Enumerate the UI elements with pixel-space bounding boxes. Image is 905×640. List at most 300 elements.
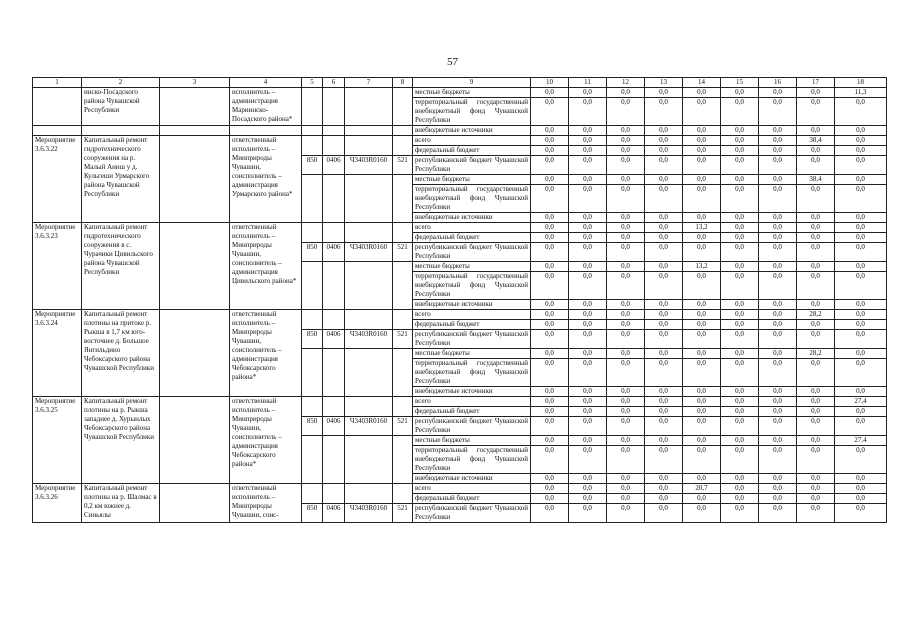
value-cell: 0,0 bbox=[683, 88, 721, 98]
column-number-11: 11 bbox=[569, 78, 607, 88]
vr-cell bbox=[393, 349, 413, 397]
goal-cell bbox=[160, 136, 230, 223]
empty-cell bbox=[230, 126, 302, 136]
value-cell: 0,0 bbox=[531, 310, 569, 320]
value-cell: 0,0 bbox=[645, 320, 683, 330]
funding-source-cell: местные бюджеты bbox=[413, 349, 531, 359]
funding-source-cell: федеральный бюджет bbox=[413, 233, 531, 243]
funding-source-cell: всего bbox=[413, 397, 531, 407]
value-cell: 0,0 bbox=[835, 262, 887, 272]
vr-cell bbox=[393, 223, 413, 243]
value-cell: 0,0 bbox=[683, 185, 721, 213]
column-number-13: 13 bbox=[645, 78, 683, 88]
value-cell: 0,0 bbox=[759, 98, 797, 126]
value-cell: 0,0 bbox=[797, 213, 835, 223]
executor-cell: ответственный исполнитель – Минприроды Чувашии, соисполнитель – администрация Чебоксарского района* bbox=[230, 310, 302, 397]
csr-cell: Ч3403R0160 bbox=[345, 504, 393, 523]
csr-cell bbox=[345, 397, 393, 417]
funding-source-cell: местные бюджеты bbox=[413, 175, 531, 185]
value-cell: 0,0 bbox=[607, 330, 645, 349]
value-cell: 0,0 bbox=[569, 397, 607, 407]
value-cell: 0,0 bbox=[607, 262, 645, 272]
value-cell: 0,0 bbox=[569, 126, 607, 136]
value-cell: 0,0 bbox=[607, 349, 645, 359]
budget-table bbox=[32, 77, 887, 523]
vr-cell: 521 bbox=[393, 330, 413, 349]
value-cell: 0,0 bbox=[835, 359, 887, 387]
value-cell: 0,0 bbox=[721, 320, 759, 330]
value-cell: 0,0 bbox=[721, 243, 759, 262]
goal-cell bbox=[160, 88, 230, 126]
value-cell: 0,0 bbox=[531, 484, 569, 494]
value-cell: 0,0 bbox=[835, 407, 887, 417]
value-cell: 0,0 bbox=[607, 397, 645, 407]
value-cell: 0,0 bbox=[759, 175, 797, 185]
value-cell: 0,0 bbox=[607, 484, 645, 494]
value-cell: 0,0 bbox=[607, 310, 645, 320]
empty-cell bbox=[160, 126, 230, 136]
empty-cell bbox=[82, 126, 160, 136]
value-cell: 0,0 bbox=[721, 359, 759, 387]
value-cell: 0,0 bbox=[607, 474, 645, 484]
vr-cell: 521 bbox=[393, 156, 413, 175]
value-cell: 0,0 bbox=[683, 436, 721, 446]
value-cell: 0,0 bbox=[531, 88, 569, 98]
rzpr-cell bbox=[323, 88, 345, 126]
value-cell: 0,0 bbox=[531, 504, 569, 523]
vr-cell bbox=[393, 175, 413, 223]
event-name-cell: Капитальный ремонт плотины на р. Шалмас в 0,2 км южнее д. Синьялы bbox=[82, 484, 160, 523]
table-row bbox=[33, 310, 887, 320]
value-cell: 0,0 bbox=[721, 88, 759, 98]
value-cell: 0,0 bbox=[797, 233, 835, 243]
value-cell: 0,0 bbox=[759, 417, 797, 436]
csr-cell bbox=[345, 349, 393, 397]
rzpr-cell bbox=[323, 349, 345, 397]
value-cell: 0,0 bbox=[569, 484, 607, 494]
value-cell: 0,0 bbox=[645, 300, 683, 310]
value-cell: 0,0 bbox=[569, 436, 607, 446]
value-cell: 0,0 bbox=[531, 146, 569, 156]
value-cell: 0,0 bbox=[645, 446, 683, 474]
value-cell: 0,0 bbox=[759, 359, 797, 387]
empty-cell bbox=[33, 126, 82, 136]
goal-cell bbox=[160, 397, 230, 484]
value-cell: 0,0 bbox=[759, 262, 797, 272]
value-cell: 0,0 bbox=[683, 446, 721, 474]
value-cell: 0,0 bbox=[645, 349, 683, 359]
column-number-9: 9 bbox=[413, 78, 531, 88]
value-cell: 27,4 bbox=[835, 436, 887, 446]
value-cell: 0,0 bbox=[835, 243, 887, 262]
event-id-cell: Мероприятие 3.6.3.22 bbox=[33, 136, 82, 223]
column-number-6: 6 bbox=[323, 78, 345, 88]
column-number-10: 10 bbox=[531, 78, 569, 88]
value-cell: 0,0 bbox=[607, 156, 645, 175]
value-cell: 0,0 bbox=[721, 446, 759, 474]
value-cell: 0,0 bbox=[721, 98, 759, 126]
value-cell: 0,0 bbox=[797, 436, 835, 446]
value-cell: 0,0 bbox=[683, 146, 721, 156]
page-number: 57 bbox=[447, 56, 458, 68]
value-cell: 0,0 bbox=[645, 474, 683, 484]
empty-cell bbox=[345, 126, 393, 136]
rzpr-cell bbox=[323, 136, 345, 156]
value-cell: 0,0 bbox=[835, 320, 887, 330]
value-cell: 0,0 bbox=[835, 233, 887, 243]
value-cell: 0,0 bbox=[759, 310, 797, 320]
value-cell: 0,0 bbox=[721, 126, 759, 136]
value-cell: 0,0 bbox=[683, 156, 721, 175]
funding-source-cell: территориальный государственный внебюджетный фонд Чувашской Республики bbox=[413, 185, 531, 213]
value-cell: 0,0 bbox=[759, 320, 797, 330]
value-cell: 0,0 bbox=[645, 272, 683, 300]
value-cell: 13,2 bbox=[683, 223, 721, 233]
value-cell: 0,0 bbox=[645, 233, 683, 243]
value-cell: 0,0 bbox=[835, 484, 887, 494]
value-cell: 28,2 bbox=[797, 349, 835, 359]
funding-source-cell: республиканский бюджет Чувашской Республики bbox=[413, 504, 531, 523]
value-cell: 0,0 bbox=[607, 213, 645, 223]
rzpr-cell: 0406 bbox=[323, 330, 345, 349]
value-cell: 0,0 bbox=[683, 136, 721, 146]
value-cell: 0,0 bbox=[531, 387, 569, 397]
value-cell: 0,0 bbox=[645, 436, 683, 446]
value-cell: 0,0 bbox=[759, 136, 797, 146]
value-cell: 0,0 bbox=[607, 272, 645, 300]
value-cell: 0,0 bbox=[835, 175, 887, 185]
value-cell: 0,0 bbox=[531, 349, 569, 359]
value-cell: 0,0 bbox=[569, 156, 607, 175]
rzpr-cell bbox=[323, 175, 345, 223]
value-cell: 0,0 bbox=[835, 156, 887, 175]
csr-cell: Ч3403R0160 bbox=[345, 417, 393, 436]
value-cell: 0,0 bbox=[683, 359, 721, 387]
value-cell: 0,0 bbox=[607, 126, 645, 136]
value-cell: 0,0 bbox=[797, 397, 835, 407]
grbs-cell bbox=[302, 349, 323, 397]
value-cell: 0,0 bbox=[835, 272, 887, 300]
value-cell: 0,0 bbox=[645, 494, 683, 504]
value-cell: 0,0 bbox=[835, 310, 887, 320]
vr-cell bbox=[393, 397, 413, 417]
value-cell: 0,0 bbox=[797, 446, 835, 474]
csr-cell: Ч3403R0160 bbox=[345, 243, 393, 262]
value-cell: 0,0 bbox=[721, 330, 759, 349]
value-cell: 0,0 bbox=[531, 185, 569, 213]
value-cell: 0,0 bbox=[721, 397, 759, 407]
vr-cell bbox=[393, 436, 413, 484]
column-number-1: 1 bbox=[33, 78, 82, 88]
value-cell: 0,0 bbox=[721, 272, 759, 300]
value-cell: 0,0 bbox=[759, 446, 797, 474]
grbs-cell bbox=[302, 397, 323, 417]
value-cell: 0,0 bbox=[645, 126, 683, 136]
value-cell: 0,0 bbox=[645, 243, 683, 262]
goal-cell bbox=[160, 310, 230, 397]
value-cell: 0,0 bbox=[569, 494, 607, 504]
grbs-cell: 850 bbox=[302, 156, 323, 175]
column-number-5: 5 bbox=[302, 78, 323, 88]
grbs-cell bbox=[302, 484, 323, 504]
value-cell: 0,0 bbox=[531, 474, 569, 484]
rzpr-cell bbox=[323, 223, 345, 243]
value-cell: 0,0 bbox=[645, 136, 683, 146]
value-cell: 0,0 bbox=[607, 446, 645, 474]
value-cell: 0,0 bbox=[607, 387, 645, 397]
value-cell: 0,0 bbox=[797, 88, 835, 98]
value-cell: 0,0 bbox=[569, 262, 607, 272]
vr-cell: 521 bbox=[393, 504, 413, 523]
value-cell: 0,0 bbox=[683, 98, 721, 126]
value-cell: 0,0 bbox=[645, 359, 683, 387]
value-cell: 0,0 bbox=[683, 243, 721, 262]
value-cell: 0,0 bbox=[683, 175, 721, 185]
value-cell: 0,0 bbox=[759, 330, 797, 349]
value-cell: 0,0 bbox=[645, 223, 683, 233]
value-cell: 0,0 bbox=[721, 387, 759, 397]
value-cell: 0,0 bbox=[569, 213, 607, 223]
column-number-8: 8 bbox=[393, 78, 413, 88]
funding-source-cell: всего bbox=[413, 484, 531, 494]
value-cell: 0,0 bbox=[531, 233, 569, 243]
funding-source-cell: внебюджетные источники bbox=[413, 300, 531, 310]
value-cell: 0,0 bbox=[569, 185, 607, 213]
event-id-cell: Мероприятие 3.6.3.24 bbox=[33, 310, 82, 397]
value-cell: 0,0 bbox=[645, 484, 683, 494]
column-number-3: 3 bbox=[160, 78, 230, 88]
value-cell: 0,0 bbox=[759, 146, 797, 156]
value-cell: 0,0 bbox=[797, 126, 835, 136]
value-cell: 0,0 bbox=[531, 156, 569, 175]
rzpr-cell bbox=[323, 436, 345, 484]
value-cell: 0,0 bbox=[797, 484, 835, 494]
column-number-17: 17 bbox=[797, 78, 835, 88]
funding-source-cell: всего bbox=[413, 136, 531, 146]
value-cell: 38,4 bbox=[797, 136, 835, 146]
value-cell: 0,0 bbox=[759, 484, 797, 494]
value-cell: 0,0 bbox=[835, 126, 887, 136]
value-cell: 0,0 bbox=[835, 474, 887, 484]
event-name-cell: Капитальный ремонт плотины на притоке р. Рыкша в 1,7 км юго-восточнее д. Большое Янгильдино Чебоксарского района Чувашской Республики bbox=[82, 310, 160, 397]
funding-source-cell: территориальный государственный внебюджетный фонд Чувашской Республики bbox=[413, 98, 531, 126]
csr-cell: Ч3403R0160 bbox=[345, 156, 393, 175]
value-cell: 0,0 bbox=[797, 417, 835, 436]
executor-cell: ответственный исполнитель – Минприроды Чувашии, соисполнитель – администрация Цивильского района* bbox=[230, 223, 302, 310]
empty-cell bbox=[302, 126, 323, 136]
grbs-cell bbox=[302, 175, 323, 223]
value-cell: 0,0 bbox=[797, 146, 835, 156]
table-body bbox=[33, 88, 887, 523]
table-row bbox=[33, 223, 887, 233]
value-cell: 0,0 bbox=[683, 417, 721, 436]
event-name-cell: Капитальный ремонт плотины на р. Рыкша западнее д. Хурынлых Чебоксарского района Чувашской Республики bbox=[82, 397, 160, 484]
value-cell: 0,0 bbox=[721, 223, 759, 233]
value-cell: 0,0 bbox=[721, 262, 759, 272]
funding-source-cell: всего bbox=[413, 223, 531, 233]
funding-source-cell: местные бюджеты bbox=[413, 262, 531, 272]
column-number-15: 15 bbox=[721, 78, 759, 88]
value-cell: 0,0 bbox=[569, 136, 607, 146]
value-cell: 0,0 bbox=[569, 98, 607, 126]
value-cell: 0,0 bbox=[645, 88, 683, 98]
value-cell: 0,0 bbox=[569, 407, 607, 417]
grbs-cell: 850 bbox=[302, 504, 323, 523]
value-cell: 0,0 bbox=[531, 98, 569, 126]
csr-cell bbox=[345, 175, 393, 223]
value-cell: 0,0 bbox=[683, 397, 721, 407]
value-cell: 0,0 bbox=[607, 494, 645, 504]
rzpr-cell bbox=[323, 397, 345, 417]
vr-cell: 521 bbox=[393, 243, 413, 262]
value-cell: 0,0 bbox=[759, 272, 797, 300]
funding-source-cell: территориальный государственный внебюджетный фонд Чувашской Республики bbox=[413, 446, 531, 474]
value-cell: 0,0 bbox=[569, 387, 607, 397]
column-number-12: 12 bbox=[607, 78, 645, 88]
csr-cell bbox=[345, 436, 393, 484]
value-cell: 0,0 bbox=[683, 272, 721, 300]
value-cell: 0,0 bbox=[835, 146, 887, 156]
value-cell: 0,0 bbox=[759, 407, 797, 417]
value-cell: 0,0 bbox=[835, 504, 887, 523]
value-cell: 0,0 bbox=[797, 320, 835, 330]
value-cell: 0,0 bbox=[607, 504, 645, 523]
value-cell: 0,0 bbox=[835, 98, 887, 126]
funding-source-cell: территориальный государственный внебюджетный фонд Чувашской Республики bbox=[413, 272, 531, 300]
value-cell: 0,0 bbox=[607, 146, 645, 156]
vr-cell: 521 bbox=[393, 417, 413, 436]
value-cell: 0,0 bbox=[721, 407, 759, 417]
funding-source-cell: внебюджетные источники bbox=[413, 213, 531, 223]
value-cell: 0,0 bbox=[569, 359, 607, 387]
value-cell: 0,0 bbox=[683, 233, 721, 243]
vr-cell bbox=[393, 310, 413, 330]
event-name-cell: Капитальный ремонт гидротехнического сооружения в с. Чурачики Цивильского района Чувашской Республики bbox=[82, 223, 160, 310]
value-cell: 0,0 bbox=[531, 494, 569, 504]
rzpr-cell: 0406 bbox=[323, 504, 345, 523]
value-cell: 0,0 bbox=[721, 484, 759, 494]
executor-cell: исполнитель – администрация Мариинско-Посадского района* bbox=[230, 88, 302, 126]
value-cell: 0,0 bbox=[721, 175, 759, 185]
value-cell: 0,0 bbox=[759, 387, 797, 397]
rzpr-cell: 0406 bbox=[323, 243, 345, 262]
value-cell: 0,0 bbox=[721, 504, 759, 523]
value-cell: 0,0 bbox=[569, 349, 607, 359]
value-cell: 27,4 bbox=[835, 397, 887, 407]
value-cell: 0,0 bbox=[797, 272, 835, 300]
value-cell: 0,0 bbox=[797, 359, 835, 387]
value-cell: 0,0 bbox=[797, 504, 835, 523]
value-cell: 0,0 bbox=[645, 175, 683, 185]
event-name-cell: инско-Посадского района Чувашской Республики bbox=[82, 88, 160, 126]
value-cell: 0,0 bbox=[721, 436, 759, 446]
value-cell: 0,0 bbox=[683, 387, 721, 397]
table-row bbox=[33, 136, 887, 146]
value-cell: 0,0 bbox=[797, 98, 835, 126]
vr-cell bbox=[393, 262, 413, 310]
csr-cell bbox=[345, 136, 393, 156]
value-cell: 0,0 bbox=[683, 407, 721, 417]
value-cell: 0,0 bbox=[645, 98, 683, 126]
value-cell: 0,0 bbox=[683, 213, 721, 223]
event-id-cell: Мероприятие 3.6.3.25 bbox=[33, 397, 82, 484]
value-cell: 0,0 bbox=[721, 494, 759, 504]
value-cell: 0,0 bbox=[569, 417, 607, 436]
value-cell: 0,0 bbox=[721, 136, 759, 146]
value-cell: 0,0 bbox=[721, 349, 759, 359]
event-id-cell bbox=[33, 88, 82, 126]
value-cell: 0,0 bbox=[835, 330, 887, 349]
column-number-16: 16 bbox=[759, 78, 797, 88]
funding-source-cell: федеральный бюджет bbox=[413, 407, 531, 417]
value-cell: 0,0 bbox=[835, 136, 887, 146]
grbs-cell: 850 bbox=[302, 243, 323, 262]
csr-cell bbox=[345, 223, 393, 243]
value-cell: 0,0 bbox=[531, 300, 569, 310]
value-cell: 0,0 bbox=[645, 417, 683, 436]
event-name-cell: Капитальный ремонт гидротехнического сооружения на р. Малый Аниш у д. Кульгеши Урмарского района Чувашской Республики bbox=[82, 136, 160, 223]
column-number-14: 14 bbox=[683, 78, 721, 88]
value-cell: 0,0 bbox=[645, 397, 683, 407]
value-cell: 0,0 bbox=[721, 233, 759, 243]
csr-cell bbox=[345, 262, 393, 310]
executor-cell: ответственный исполнитель – Минприроды Чувашии, соисполнитель – администрация Чебоксарского района* bbox=[230, 397, 302, 484]
value-cell: 0,0 bbox=[569, 223, 607, 233]
value-cell: 0,0 bbox=[531, 223, 569, 233]
value-cell: 0,0 bbox=[721, 474, 759, 484]
value-cell: 0,0 bbox=[569, 88, 607, 98]
value-cell: 0,0 bbox=[721, 213, 759, 223]
value-cell: 0,0 bbox=[531, 417, 569, 436]
value-cell: 0,0 bbox=[797, 407, 835, 417]
rzpr-cell: 0406 bbox=[323, 156, 345, 175]
value-cell: 0,0 bbox=[607, 300, 645, 310]
funding-source-cell: республиканский бюджет Чувашской Республики bbox=[413, 417, 531, 436]
value-cell: 0,0 bbox=[683, 349, 721, 359]
value-cell: 0,0 bbox=[759, 213, 797, 223]
value-cell: 0,0 bbox=[569, 243, 607, 262]
empty-cell bbox=[393, 126, 413, 136]
funding-source-cell: федеральный бюджет bbox=[413, 146, 531, 156]
value-cell: 0,0 bbox=[569, 330, 607, 349]
funding-source-cell: республиканский бюджет Чувашской Республики bbox=[413, 243, 531, 262]
value-cell: 0,0 bbox=[797, 262, 835, 272]
value-cell: 0,0 bbox=[759, 349, 797, 359]
value-cell: 0,0 bbox=[759, 88, 797, 98]
value-cell: 0,0 bbox=[645, 262, 683, 272]
rzpr-cell bbox=[323, 262, 345, 310]
value-cell: 0,0 bbox=[607, 88, 645, 98]
value-cell: 0,0 bbox=[569, 233, 607, 243]
value-cell: 0,0 bbox=[607, 175, 645, 185]
value-cell: 0,0 bbox=[797, 223, 835, 233]
csr-cell bbox=[345, 310, 393, 330]
value-cell: 0,0 bbox=[607, 223, 645, 233]
value-cell: 0,0 bbox=[645, 407, 683, 417]
value-cell: 0,0 bbox=[569, 175, 607, 185]
rzpr-cell bbox=[323, 484, 345, 504]
table-row bbox=[33, 397, 887, 407]
value-cell: 0,0 bbox=[835, 300, 887, 310]
funding-source-cell: республиканский бюджет Чувашской Республики bbox=[413, 156, 531, 175]
value-cell: 0,0 bbox=[683, 320, 721, 330]
value-cell: 0,0 bbox=[683, 310, 721, 320]
value-cell: 0,0 bbox=[759, 156, 797, 175]
value-cell: 0,0 bbox=[531, 397, 569, 407]
value-cell: 38,4 bbox=[797, 175, 835, 185]
grbs-cell bbox=[302, 136, 323, 156]
column-number-row bbox=[33, 78, 887, 88]
